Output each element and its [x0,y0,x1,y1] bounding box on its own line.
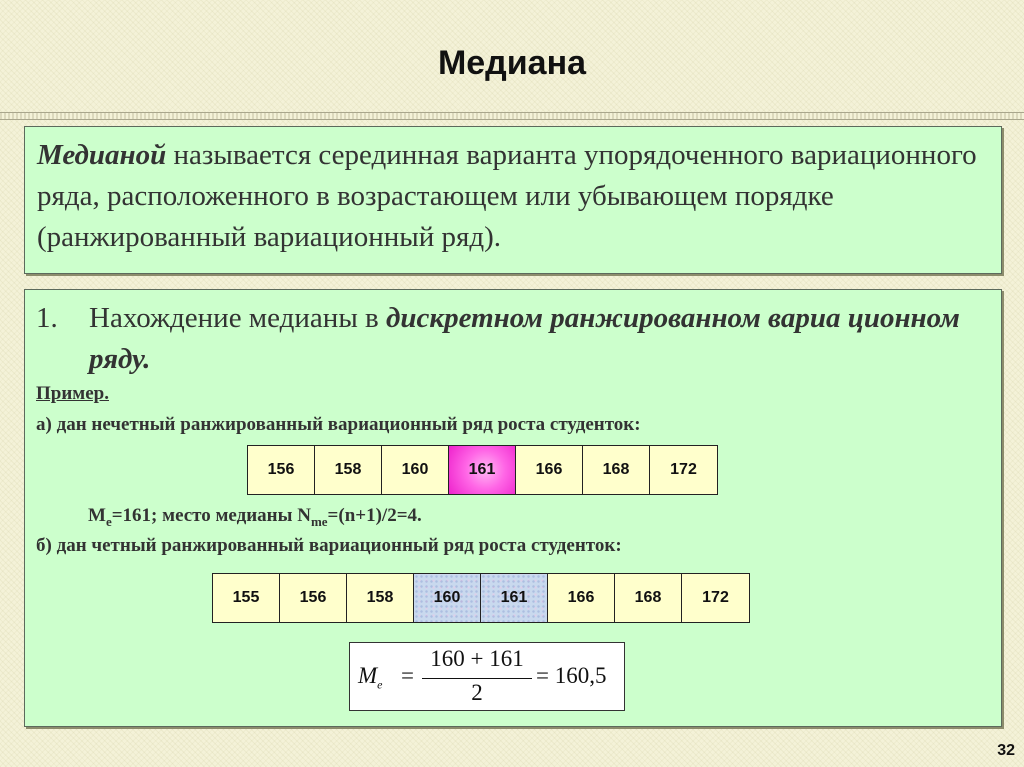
formula-equals: = [401,663,414,688]
me-suffix-text: =(n+1)/2=4. [327,505,422,526]
definition-term: Медианой [37,139,167,171]
median-cell-right: 161 [481,574,548,622]
formula-lhs [358,663,383,693]
series-cell: 168 [583,446,650,494]
title-divider [0,112,1024,120]
page-number: 32 [997,742,1015,759]
series-cell: 156 [280,574,347,622]
formula-numerator: 160 + 161 [430,646,524,671]
median-cell: 161 [449,446,516,494]
odd-series-caption: а) дан нечетный ранжированный вариационный ряд роста студенток: [36,414,641,435]
series-cell: 155 [213,574,280,622]
series-cell: 168 [615,574,682,622]
series-cell: 158 [315,446,382,494]
example-label: Пример. [36,383,109,404]
even-series-table [212,573,750,623]
formula-m: M [358,663,378,688]
me-symbol: М [88,505,106,526]
definition-text [37,135,987,258]
median-cell-left: 160 [414,574,481,622]
formula-result: = 160,5 [536,663,607,688]
definition-panel [24,126,1002,274]
series-cell: 172 [670,461,697,478]
fraction-bar [422,678,532,679]
list-item-heading [89,298,989,380]
me-middle-text: =161; место медианы N [111,505,311,526]
list-item-number: 1. [36,302,58,334]
slide-title: Медиана [437,44,587,82]
formula-e-subscript: e [377,677,383,692]
heading-emphasis: дискретном ранжированном вариа ционном ряду. [89,302,960,375]
me-subscript: е [105,513,112,529]
series-cell: 160 [382,446,449,494]
median-formula [349,642,625,711]
series-cell: 158 [347,574,414,622]
median-result-line [88,505,422,530]
even-series-caption: б) дан четный ранжированный вариационный ряд роста студенток: [36,535,622,556]
series-cell: 166 [548,574,615,622]
formula-denominator: 2 [471,680,483,705]
definition-body: называется серединная варианта упорядоченного вариационного ряда, расположенного в возрастающем или убывающем порядке (ранжированный вариационный ряд). [37,139,977,253]
series-cell: 156 [248,446,315,494]
nme-subscript: me [310,513,328,529]
series-cell: 172 [702,589,729,606]
heading-plain: Нахождение медианы в [89,302,386,334]
odd-series-table [247,445,718,495]
series-cell: 166 [516,446,583,494]
example-panel [24,289,1002,727]
